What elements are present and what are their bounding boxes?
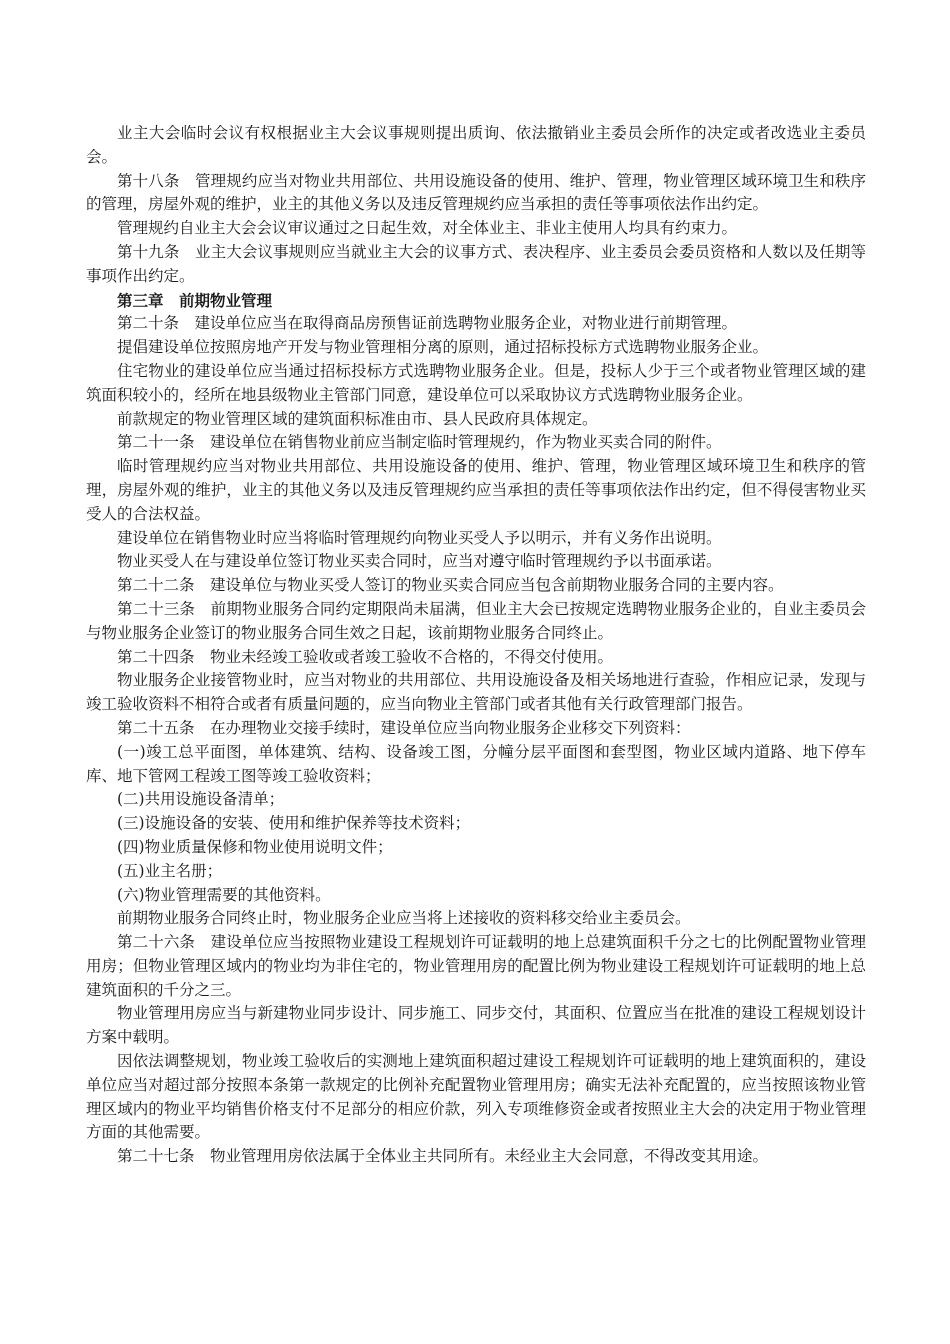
paragraph: 物业管理用房应当与新建物业同步设计、同步施工、同步交付，其面积、位置应当在批准的建设工程规划设计方案中载明。 [86,1004,866,1047]
document-body [86,122,866,1169]
paragraph: 前款规定的物业管理区域的建筑面积标准由市、县人民政府具体规定。 [117,409,598,428]
paragraph: (二)共用设施设备清单； [117,790,285,809]
paragraph: (四)物业质量保修和物业使用说明文件； [117,837,393,856]
paragraph: 管理规约自业主大会会议审议通过之日起生效，对全体业主、非业主使用人均具有约束力。 [117,219,738,238]
paragraph: 物业买受人在与建设单位签订物业买卖合同时，应当对遵守临时管理规约予以书面承诺。 [117,552,722,571]
paragraph: 第二十三条 前期物业服务合同约定期限尚未届满，但业主大会已按规定选聘物业服务企业的，自业主委员会与物业服务企业签订的物业服务合同生效之日起，该前期物业服务合同终止。 [86,599,866,642]
paragraph: (五)业主名册； [117,861,223,880]
paragraph: 第二十五条 在办理物业交接手续时，建设单位应当向物业服务企业移交下列资料： [117,718,691,737]
paragraph: 前期物业服务合同终止时，物业服务企业应当将上述接收的资料移交给业主委员会。 [117,909,691,928]
paragraph: 第十九条 业主大会议事规则应当就业主大会的议事方式、表决程序、业主委员会委员资格和人数以及任期等事项作出约定。 [86,242,866,285]
paragraph: 临时管理规约应当对物业共用部位、共用设施设备的使用、维护、管理，物业管理区域环境卫生和秩序的管理，房屋外观的维护，业主的其他义务以及违反管理规约应当承担的责任等事项依法作出约定，但不得侵害物业买受人的合法权益。 [86,457,866,523]
paragraph: 第二十二条 建设单位与物业买受人签订的物业买卖合同应当包含前期物业服务合同的主要内容。 [117,576,784,595]
paragraph: 提倡建设单位按照房地产开发与物业管理相分离的原则，通过招标投标方式选聘物业服务企业。 [117,338,769,357]
paragraph: 住宅物业的建设单位应当通过招标投标方式选聘物业服务企业。但是，投标人少于三个或者物业管理区域的建筑面积较小的，经所在地县级物业主管部门同意，建设单位可以采取协议方式选聘物业服务企业。 [86,361,866,404]
paragraph: 第二十条 建设单位应当在取得商品房预售证前选聘物业服务企业，对物业进行前期管理。 [117,314,738,333]
paragraph: 物业服务企业接管物业时，应当对物业的共用部位、共用设施设备及相关场地进行查验，作相应记录，发现与竣工验收资料不相符合或者有质量问题的，应当向物业主管部门或者其他有关行政管理部门报告。 [86,671,866,714]
paragraph: 因依法调整规划，物业竣工验收后的实测地上建筑面积超过建设工程规划许可证载明的地上建筑面积的，建设单位应当对超过部分按照本条第一款规定的比例补充配置物业管理用房；确实无法补充配置的，应当按照该物业管理区域内的物业平均销售价格支付不足部分的相应价款，列入专项维修资金或者按照业主大会的决定用于物业管理方面的其他需要。 [86,1052,866,1142]
paragraph: (三)设施设备的安装、使用和维护保养等技术资料； [117,814,471,833]
paragraph: 业主大会临时会议有权根据业主大会议事规则提出质询、依法撤销业主委员会所作的决定或者改选业主委员会。 [86,124,866,166]
paragraph: 第二十七条 物业管理用房依法属于全体业主共同所有。未经业主大会同意，不得改变其用途。 [117,1147,769,1166]
paragraph: 第二十六条 建设单位应当按照物业建设工程规划许可证载明的地上总建筑面积千分之七的比例配置物业管理用房；但物业管理区域内的物业均为非住宅的，物业管理用房的配置比例为物业建设工程规划许可证载明的地上总建筑面积的千分之三。 [86,933,866,999]
paragraph: 第十八条 管理规约应当对物业共用部位、共用设施设备的使用、维护、管理，物业管理区域环境卫生和秩序的管理，房屋外观的维护，业主的其他义务以及违反管理规约应当承担的责任等事项依法作出约定。 [86,171,866,214]
chapter-heading: 第三章 前期物业管理 [117,290,273,310]
paragraph: 建设单位在销售物业时应当将临时管理规约向物业买受人予以明示，并有义务作出说明。 [117,528,722,547]
paragraph: 第二十四条 物业未经竣工验收或者竣工验收不合格的，不得交付使用。 [117,647,614,666]
paragraph: (一)竣工总平面图，单体建筑、结构、设备竣工图，分幢分层平面图和套型图，物业区域内道路、地下停车库、地下管网工程竣工图等竣工验收资料； [86,742,866,785]
paragraph: 第二十一条 建设单位在销售物业前应当制定临时管理规约，作为物业买卖合同的附件。 [117,433,722,452]
paragraph: (六)物业管理需要的其他资料。 [117,885,331,904]
